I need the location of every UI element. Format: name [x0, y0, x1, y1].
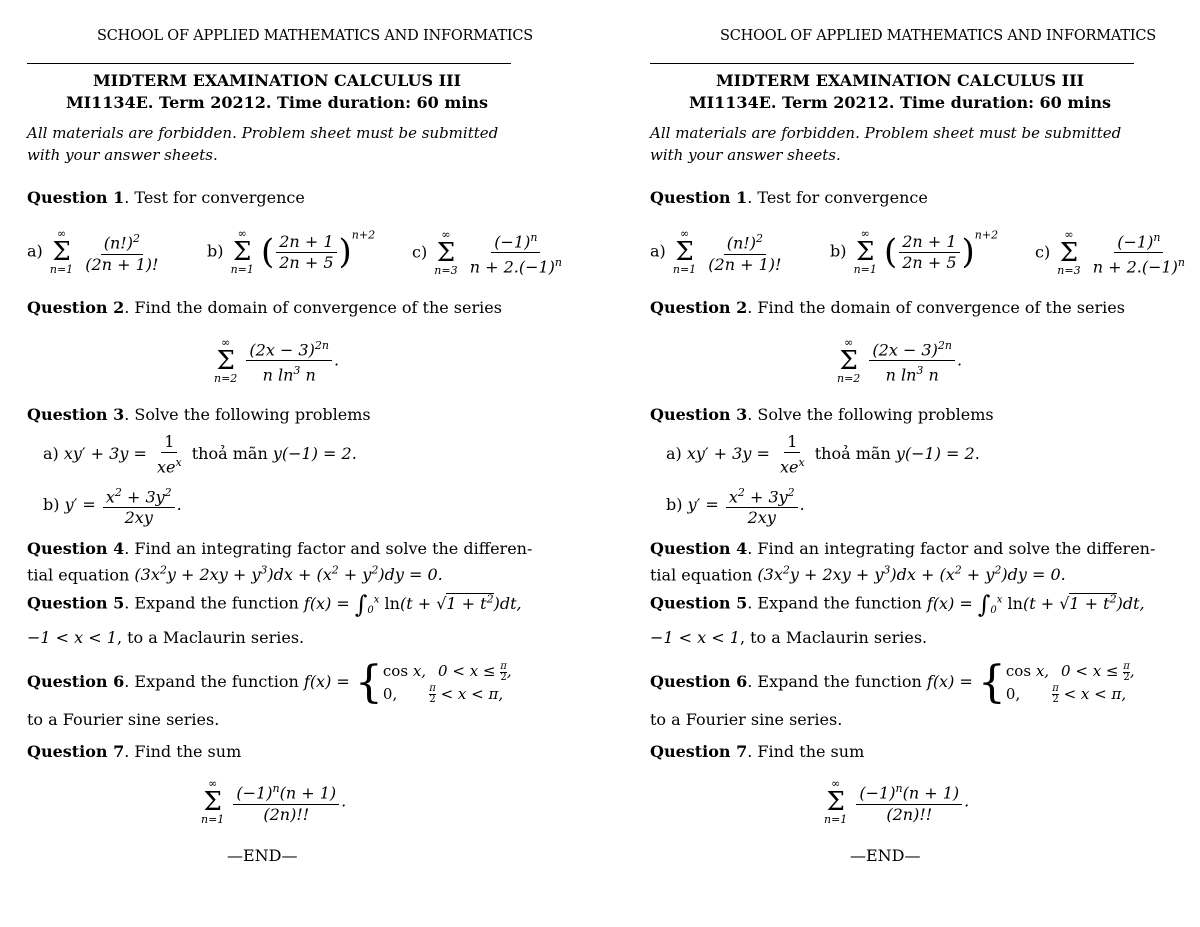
question-5: Question 5. Expand the function $f(x) = \int_0^x$ $\ln(t + √1 + t^2)dt$, [650, 590, 1145, 618]
q1-part-b: b) ∞ Σ n=1 ( $\frac{2n + 1}{2n + 5}$ )$^{n+2}$ [207, 227, 376, 276]
question-6: Question 6. Expand the function f(x) = { cos x, 0 < x ≤ $\frac{\pi}{2}$ , 0, $\frac{\pi}{2}$ < x < π, [27, 656, 512, 708]
piecewise-brace: { cos x, 0 < x ≤ $\frac{\pi}{2}$ , 0, $\frac{\pi}{2}$ < x < π, [354, 656, 512, 708]
question-6-cont: to a Fourier sine series. [650, 710, 843, 729]
title-line-1: MIDTERM EXAMINATION CALCULUS III [715, 71, 1085, 90]
question-5: Question 5. Expand the function $f(x) = \int_0^x$ $\ln(t + √1 + t^2)dt$, [27, 590, 522, 618]
question-label: Question 7 [650, 742, 748, 761]
question-7 [27, 742, 241, 761]
question-6-cont: to a Fourier sine series. [27, 710, 220, 729]
question-text-2: , to a Maclaurin series. [739, 628, 928, 647]
q3-part-b: b) y′ = $\frac{x^2 + 3y^2}{2xy}$ . [43, 483, 182, 528]
question-text-2: tial equation [27, 565, 130, 585]
q7-series: ∞ Σ n=1 $\frac{(-1)^n(n + 1)}{(2n)!!}$ . [201, 777, 347, 826]
question-text-2: tial equation [650, 565, 753, 585]
question-label: Question 3 [27, 405, 125, 424]
question-text: . Find the domain of convergence of the series [124, 298, 502, 317]
question-6: Question 6. Expand the function f(x) = { cos x, 0 < x ≤ $\frac{\pi}{2}$ , 0, $\frac{\pi}{2}$ < x < π, [650, 656, 1135, 708]
question-5-cont: −1 < x < 1, to a Maclaurin series. [27, 628, 305, 647]
question-text: . Find the sum [747, 742, 865, 761]
exam-title [650, 70, 1150, 114]
question-1 [650, 188, 928, 207]
question-label: Question 4 [650, 539, 748, 558]
exam-page-2 [650, 0, 1186, 927]
school-header: SCHOOL OF APPLIED MATHEMATICS AND INFORMATICS [720, 28, 1157, 44]
q3-condition: thoả mãn [814, 444, 891, 464]
q3-part-a: a) xy′ + 3y = $\frac{1}{xe^x}$ thoả mãn y(−1) = 2. [666, 432, 980, 477]
question-label: Question 5 [650, 593, 748, 613]
header-rule [27, 63, 511, 64]
piecewise-brace: { cos x, 0 < x ≤ $\frac{\pi}{2}$ , 0, $\frac{\pi}{2}$ < x < π, [977, 656, 1135, 708]
question-text: . Expand the function [124, 593, 299, 613]
q1-part-b: b) ∞ Σ n=1 ( $\frac{2n + 1}{2n + 5}$ )$^{n+2}$ [830, 227, 999, 276]
q3-condition: thoả mãn [191, 444, 268, 464]
question-label: Question 7 [27, 742, 125, 761]
question-3 [650, 405, 994, 424]
q1-part-a: a) ∞ Σ n=1 $\frac{(n!)^2}{(2n + 1)!}$ [27, 227, 159, 276]
question-3 [27, 405, 371, 424]
question-1 [27, 188, 305, 207]
q2-series: ∞ Σ n=2 $\frac{(2x - 3)^{2n}}{n \ln^3 n}$ . [214, 335, 340, 385]
question-label: Question 5 [27, 593, 125, 613]
question-4: Question 4. Find an integrating factor and solve the differen- tial equation $(3x^2y + 2xy + y^3)dx + (x^2 + y^2)dy = 0$. [650, 539, 1156, 585]
instructions: All materials are forbidden. Problem sheet must be submitted with your answer sheets. [27, 124, 499, 164]
q3-part-a: a) xy′ + 3y = $\frac{1}{xe^x}$ thoả mãn y(−1) = 2. [43, 432, 357, 477]
question-7 [650, 742, 864, 761]
q1-part-c: c) ∞ Σ n=3 $\frac{(-1)^n}{n + 2.(-1)^n}$ [1035, 227, 1186, 277]
question-text: . Test for convergence [747, 188, 928, 207]
question-text: . Test for convergence [124, 188, 305, 207]
title-line-2: MI1134E. Term 20212. Time duration: 60 mins [688, 93, 1112, 112]
question-label: Question 3 [650, 405, 748, 424]
exam-page-1 [27, 0, 563, 927]
q3-part-b: b) y′ = $\frac{x^2 + 3y^2}{2xy}$ . [666, 483, 805, 528]
question-text: . Find an integrating factor and solve the differen- [124, 539, 533, 558]
question-label: Question 4 [27, 539, 125, 558]
q1-part-a: a) ∞ Σ n=1 $\frac{(n!)^2}{(2n + 1)!}$ [650, 227, 782, 276]
instructions: All materials are forbidden. Problem sheet must be submitted with your answer sheets. [650, 124, 1122, 164]
question-4: Question 4. Find an integrating factor and solve the differen- tial equation $(3x^2y + 2xy + y^3)dx + (x^2 + y^2)dy = 0$. [27, 539, 533, 585]
exam-title [27, 70, 527, 114]
question-5-cont: −1 < x < 1, to a Maclaurin series. [650, 628, 928, 647]
question-text: . Solve the following problems [124, 405, 371, 424]
question-label: Question 6 [650, 672, 748, 691]
question-2 [650, 298, 1125, 317]
question-text-2: , to a Maclaurin series. [116, 628, 305, 647]
q1-part-c: c) ∞ Σ n=3 $\frac{(-1)^n}{n + 2.(-1)^n}$ [412, 227, 563, 277]
question-text: . Expand the function [747, 672, 922, 691]
question-text: . Find the sum [124, 742, 242, 761]
end-marker: —END— [227, 846, 298, 865]
question-text: . Expand the function [747, 593, 922, 613]
question-text: . Find an integrating factor and solve the differen- [747, 539, 1156, 558]
question-label: Question 2 [650, 298, 748, 317]
end-marker: —END— [850, 846, 921, 865]
question-text: . Solve the following problems [747, 405, 994, 424]
title-line-1: MIDTERM EXAMINATION CALCULUS III [92, 71, 462, 90]
question-text: . Expand the function [124, 672, 299, 691]
title-line-2: MI1134E. Term 20212. Time duration: 60 mins [65, 93, 489, 112]
question-label: Question 2 [27, 298, 125, 317]
q7-series: ∞ Σ n=1 $\frac{(-1)^n(n + 1)}{(2n)!!}$ . [824, 777, 970, 826]
school-header: SCHOOL OF APPLIED MATHEMATICS AND INFORMATICS [97, 28, 534, 44]
question-label: Question 1 [27, 188, 125, 207]
q2-series: ∞ Σ n=2 $\frac{(2x - 3)^{2n}}{n \ln^3 n}$ . [837, 335, 963, 385]
question-label: Question 6 [27, 672, 125, 691]
question-text: . Find the domain of convergence of the series [747, 298, 1125, 317]
question-2 [27, 298, 502, 317]
header-rule [650, 63, 1134, 64]
question-label: Question 1 [650, 188, 748, 207]
